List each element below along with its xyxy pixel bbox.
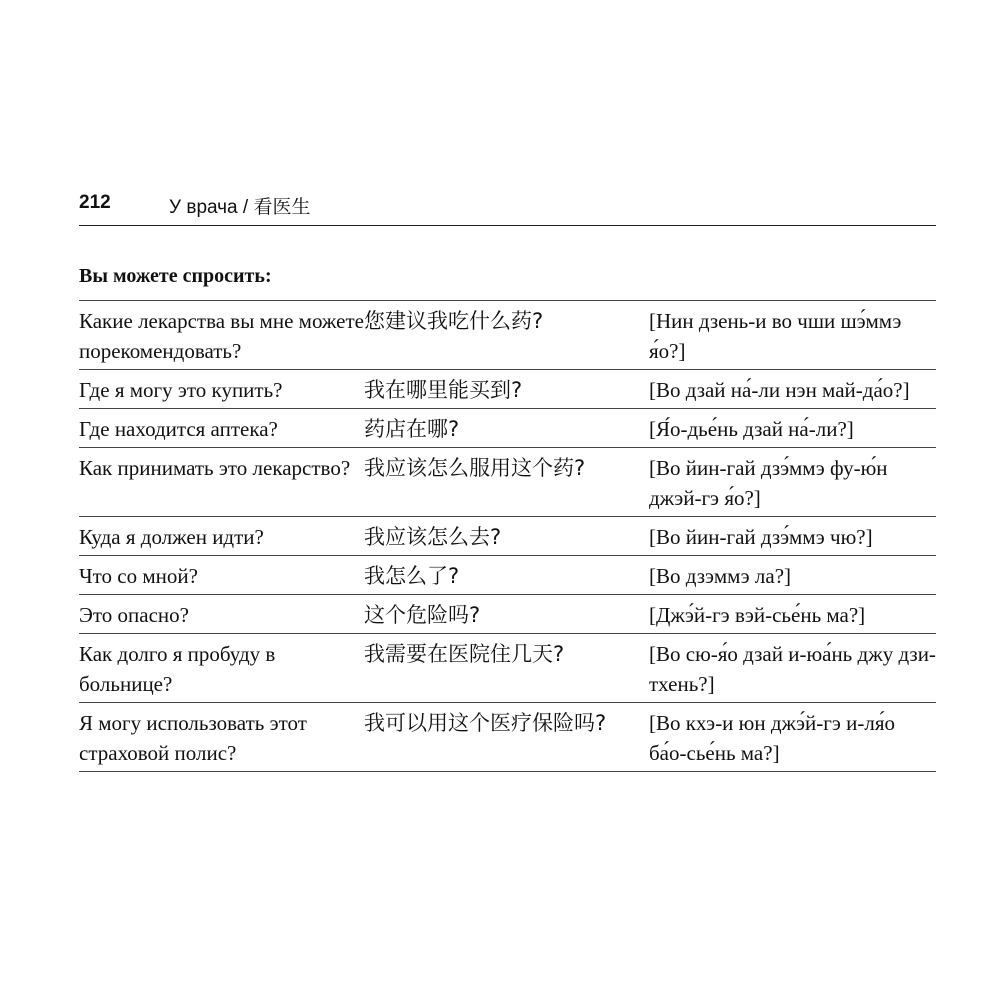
transcription: [Нин дзень-и во чши шэ́ммэ я́о?] bbox=[649, 301, 936, 370]
chinese-phrase: 我需要在医院住几天? bbox=[364, 634, 649, 703]
table-row bbox=[79, 703, 936, 772]
table-row bbox=[79, 301, 936, 370]
phrase-table bbox=[79, 300, 936, 772]
section-heading: Вы можете спросить: bbox=[79, 265, 272, 287]
russian-phrase: Какие лекарства вы мне можете порекомендовать? bbox=[79, 301, 364, 370]
table-row bbox=[79, 595, 936, 634]
russian-phrase: Куда я должен идти? bbox=[79, 517, 364, 556]
page-header bbox=[79, 190, 936, 226]
page-number: 212 bbox=[79, 192, 111, 213]
phrase-table-body bbox=[79, 301, 936, 772]
table-row bbox=[79, 634, 936, 703]
transcription: [Во дзай на́-ли нэн май-да́о?] bbox=[649, 370, 936, 409]
transcription: [Во кхэ-и юн джэ́й-гэ и-ля́о ба́о-сье́нь ма?] bbox=[649, 703, 936, 772]
transcription: [Я́о-дье́нь дзай на́-ли?] bbox=[649, 409, 936, 448]
transcription: [Во сю-я́о дзай и-юа́нь джу дзи-тхень?] bbox=[649, 634, 936, 703]
chinese-phrase: 我应该怎么服用这个药? bbox=[364, 448, 649, 517]
russian-phrase: Я могу использовать этот страховой полис? bbox=[79, 703, 364, 772]
russian-phrase: Что со мной? bbox=[79, 556, 364, 595]
chinese-phrase: 您建议我吃什么药? bbox=[364, 301, 649, 370]
chinese-phrase: 我应该怎么去? bbox=[364, 517, 649, 556]
transcription: [Во дзэммэ ла?] bbox=[649, 556, 936, 595]
chinese-phrase: 药店在哪? bbox=[364, 409, 649, 448]
russian-phrase: Это опасно? bbox=[79, 595, 364, 634]
russian-phrase: Где находится аптека? bbox=[79, 409, 364, 448]
table-row bbox=[79, 556, 936, 595]
chinese-phrase: 我在哪里能买到? bbox=[364, 370, 649, 409]
chinese-phrase: 我可以用这个医疗保险吗? bbox=[364, 703, 649, 772]
chinese-phrase: 我怎么了? bbox=[364, 556, 649, 595]
running-title: У врача / 看医生 bbox=[169, 197, 311, 218]
table-row bbox=[79, 517, 936, 556]
table-row bbox=[79, 448, 936, 517]
table-row bbox=[79, 409, 936, 448]
table-row bbox=[79, 370, 936, 409]
russian-phrase: Как долго я пробуду в больнице? bbox=[79, 634, 364, 703]
transcription: [Во йин-гай дзэ́ммэ чю?] bbox=[649, 517, 936, 556]
chinese-phrase: 这个危险吗? bbox=[364, 595, 649, 634]
transcription: [Джэ́й-гэ вэй-сье́нь ма?] bbox=[649, 595, 936, 634]
russian-phrase: Где я могу это купить? bbox=[79, 370, 364, 409]
transcription: [Во йин-гай дзэ́ммэ фу-ю́н джэй-гэ я́о?] bbox=[649, 448, 936, 517]
russian-phrase: Как принимать это лекарство? bbox=[79, 448, 364, 517]
